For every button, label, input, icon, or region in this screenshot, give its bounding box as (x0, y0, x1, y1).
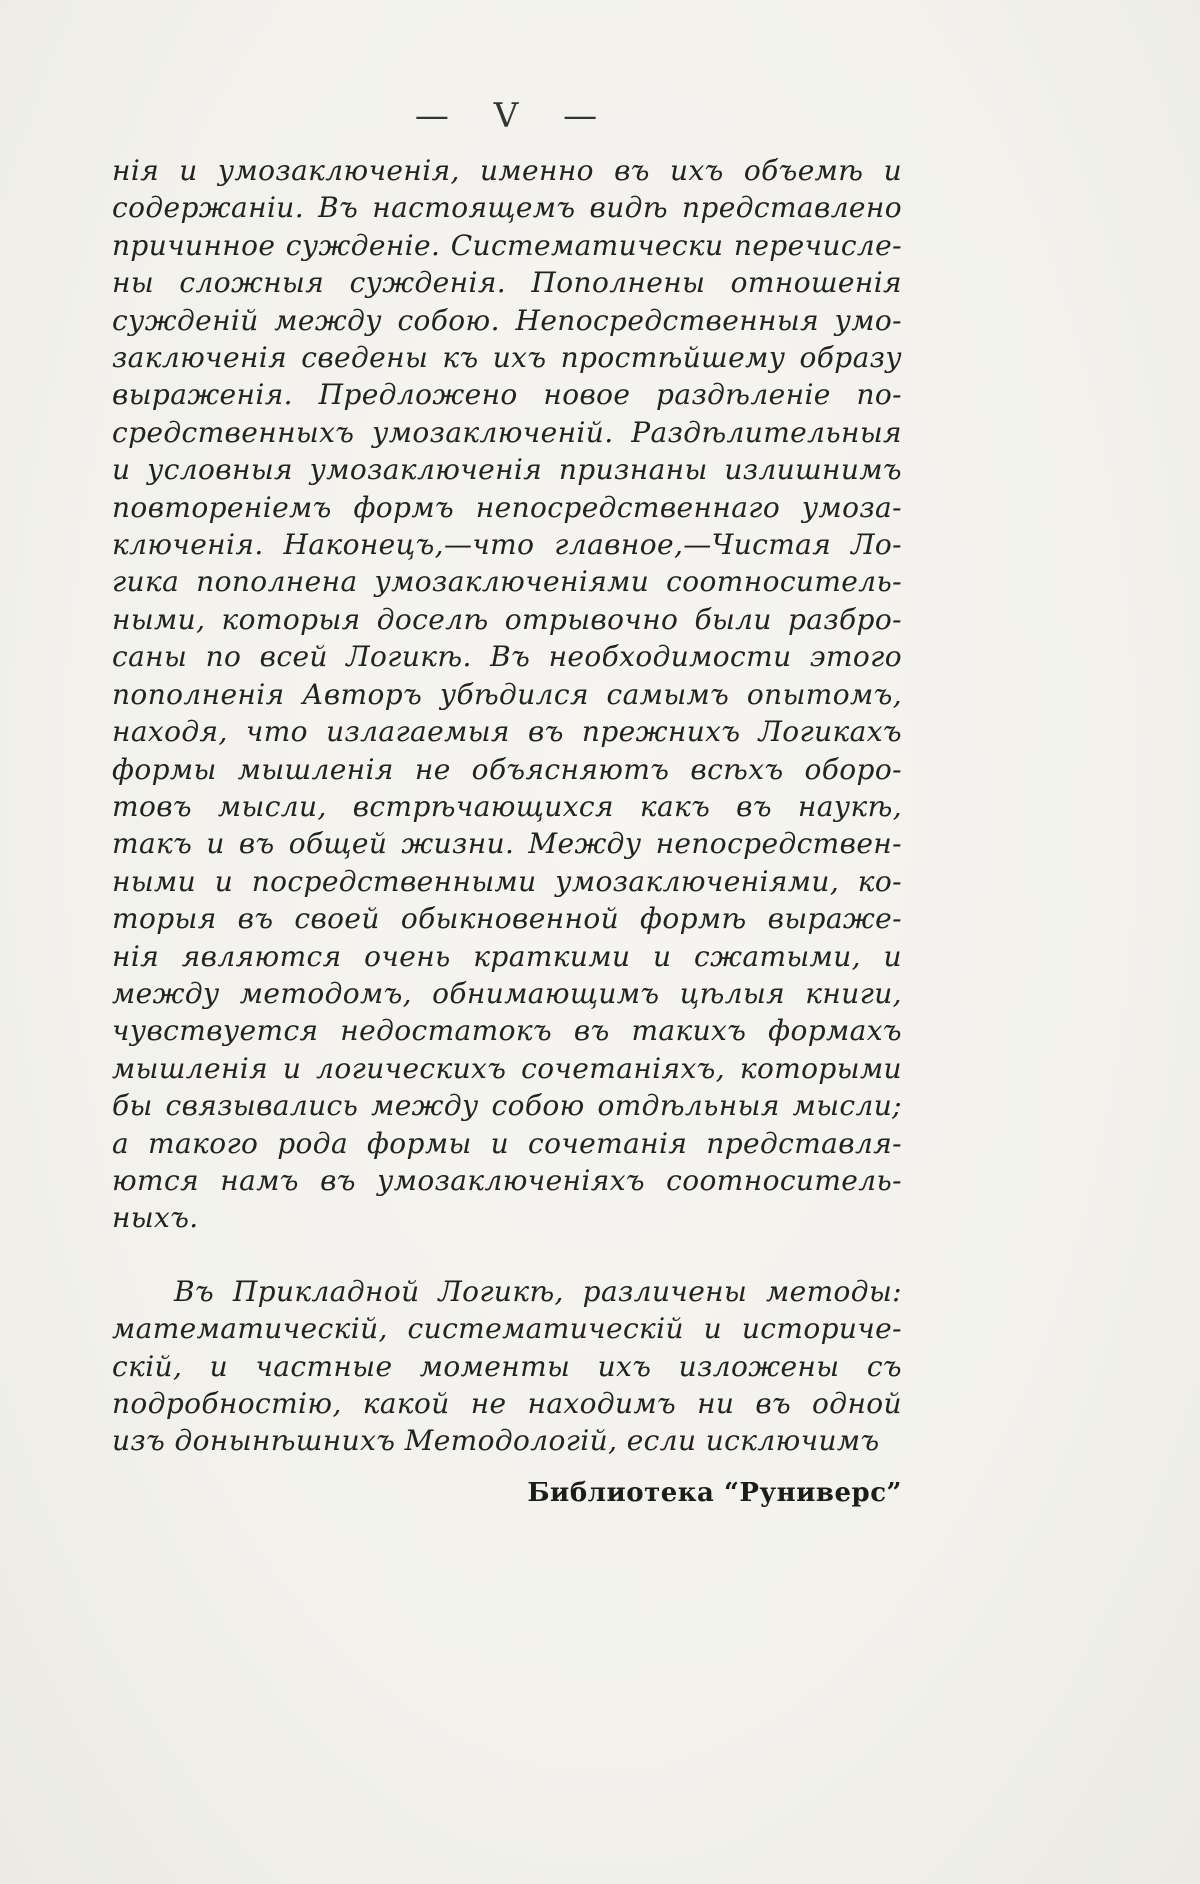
text-line: повтореніемъ формъ непосредственнаго умоза- (112, 490, 902, 524)
text-line: изъ донынѣшнихъ Методологій, если исключимъ (112, 1424, 880, 1458)
text-line: нія и умозаключенія, именно въ ихъ объемѣ и (112, 154, 902, 187)
paragraph-continuation (112, 152, 902, 1237)
text-line: гика пополнена умозаключеніями соотноситель- (112, 565, 902, 599)
text-line: мышленія и логическихъ сочетаніяхъ, которыми (112, 1051, 902, 1085)
text-line: нія являются очень краткими и сжатыми, и (112, 939, 902, 973)
body-text (112, 152, 902, 1460)
text-line: ны сложныя сужденія. Пополнены отношенія (112, 266, 902, 300)
text-line: пополненія Авторъ убѣдился самымъ опытомъ, (112, 677, 902, 711)
text-line: формы мышленія не объясняютъ всѣхъ оборо- (112, 752, 902, 786)
text-line: Въ Прикладной Логикѣ, различены методы: (174, 1274, 902, 1308)
paragraph-applied-logic (112, 1273, 902, 1460)
text-line: математическій, систематическій и историче- (112, 1312, 902, 1346)
text-line: товъ мысли, встрѣчающихся какъ въ наукѣ, (112, 789, 902, 823)
text-line: торыя въ своей обыкновенной формѣ выраже- (112, 902, 902, 936)
page-number: — V — (414, 96, 600, 136)
text-line: между методомъ, обнимающимъ цѣлыя книги, (112, 976, 902, 1010)
text-line: содержаніи. Въ настоящемъ видѣ представлено (112, 191, 902, 225)
text-line: бы связывались между собою отдѣльныя мысли; (112, 1089, 902, 1123)
text-line: находя, что излагаемыя въ прежнихъ Логикахъ (112, 715, 902, 749)
text-line: ными и посредственными умозаключеніями, ко- (112, 864, 902, 898)
text-line: ныхъ. (112, 1201, 199, 1235)
text-line: а такого рода формы и сочетанія представля- (112, 1126, 902, 1160)
text-line: скій, и частные моменты ихъ изложены съ (112, 1349, 902, 1383)
text-line: и условныя умозаключенія признаны излишнимъ (112, 453, 902, 487)
text-line: причинное сужденіе. Систематически перечисле- (112, 228, 902, 262)
text-line: ными, которыя доселѣ отрывочно были разбро- (112, 602, 902, 636)
text-line: сужденій между собою. Непосредственныя умо- (112, 303, 902, 337)
text-line: ключенія. Наконецъ,—что главное,—Чистая Ло- (112, 528, 902, 562)
text-line: ются намъ въ умозаключеніяхъ соотноситель- (112, 1163, 902, 1197)
text-line: чувствуется недостатокъ въ такихъ формахъ (112, 1014, 902, 1048)
text-line: средственныхъ умозаключеній. Раздѣлительныя (112, 415, 902, 449)
library-watermark: Библиотека “Руниверс” (527, 1478, 902, 1508)
text-line: подробностію, какой не находимъ ни въ одной (112, 1387, 902, 1420)
text-line: саны по всей Логикѣ. Въ необходимости этого (112, 640, 902, 674)
text-line: выраженія. Предложено новое раздѣленіе по- (112, 378, 902, 412)
text-line: заключенія сведены къ ихъ простѣйшему образу (112, 341, 902, 375)
text-line: такъ и въ общей жизни. Между непосредствен- (112, 827, 902, 861)
